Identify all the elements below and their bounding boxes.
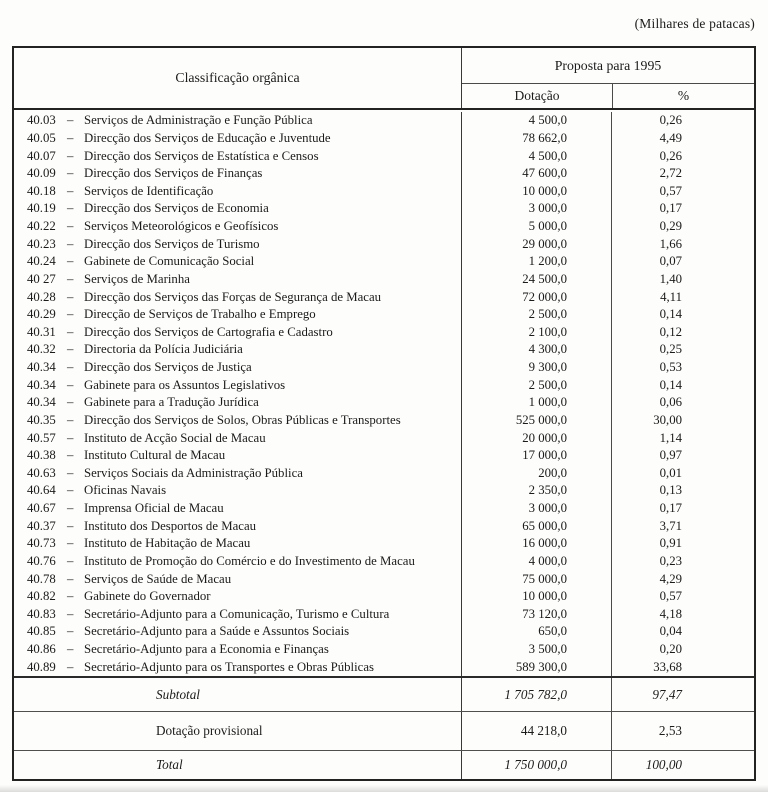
row-dash: – [67,166,74,181]
row-dash: – [67,219,74,234]
row-name: Imprensa Oficial de Macau [84,501,224,516]
row-percent: 1,14 [611,429,754,447]
table-row [14,517,754,535]
row-code: 40.38 [27,448,56,463]
table-header [14,48,754,110]
table-row [14,429,754,447]
header-dotacao: Dotação [514,88,560,103]
row-name: Direcção dos Serviços das Forças de Segurança de Macau [84,289,382,304]
row-code: 40.28 [27,289,56,304]
row-name: Serviços Sociais da Administração Pública [84,465,303,480]
summary-label: Dotação provisional [156,723,263,738]
row-percent: 4,11 [611,288,754,306]
row-dotacao: 65 000,0 [461,517,611,535]
row-code: 40.24 [27,254,56,269]
row-percent: 0,14 [611,306,754,324]
row-dotacao: 47 600,0 [461,165,611,183]
summary-row [14,750,754,779]
row-dotacao: 4 500,0 [461,147,611,165]
row-dash: – [67,501,74,516]
row-code: 40.07 [27,148,56,163]
row-percent: 0,57 [611,183,754,201]
header-percent: % [612,84,754,108]
header-classificacao-organica: Classificação orgânica [175,70,300,85]
row-code: 40 27 [27,271,56,286]
row-name: Direcção dos Serviços de Economia [84,201,269,216]
table-row [14,606,754,624]
summary-label: Subtotal [156,686,200,702]
row-percent: 0,17 [611,200,754,218]
row-code: 40.23 [27,236,56,251]
unit-note: (Milhares de patacas) [634,16,755,31]
row-percent: 1,40 [611,271,754,289]
row-percent: 0,07 [611,253,754,271]
row-name: Gabinete do Governador [84,589,211,604]
row-name: Serviços de Saúde de Macau [84,571,232,586]
row-dash: – [67,148,74,163]
row-dotacao: 2 500,0 [461,306,611,324]
row-code: 40.57 [27,430,56,445]
row-percent: 0,97 [611,447,754,465]
row-dotacao: 73 120,0 [461,606,611,624]
row-percent: 4,29 [611,570,754,588]
row-name: Gabinete para a Tradução Jurídica [84,395,259,410]
row-dash: – [67,659,74,674]
row-dash: – [67,130,74,145]
row-name: Instituto Cultural de Macau [84,448,226,463]
row-dotacao: 4 000,0 [461,553,611,571]
table-row [14,341,754,359]
row-dotacao: 650,0 [461,623,611,641]
row-dash: – [67,113,74,128]
row-percent: 0,25 [611,341,754,359]
row-name: Serviços de Administração e Função Pública [84,113,313,128]
table-row [14,412,754,430]
row-code: 40.09 [27,166,56,181]
row-percent: 0,20 [611,641,754,659]
row-name: Direcção dos Serviços de Estatística e Censos [84,148,319,163]
row-code: 40.76 [27,553,56,568]
row-percent: 0,91 [611,535,754,553]
table-row [14,235,754,253]
row-code: 40.34 [27,395,56,410]
row-code: 40.19 [27,201,56,216]
row-percent: 4,18 [611,606,754,624]
row-dash: – [67,430,74,445]
row-code: 40.63 [27,465,56,480]
summary-percent: 97,47 [611,678,754,711]
row-percent: 0,06 [611,394,754,412]
row-dash: – [67,360,74,375]
row-dotacao: 2 100,0 [461,324,611,342]
row-percent: 3,71 [611,517,754,535]
row-percent: 1,66 [611,235,754,253]
row-dotacao: 75 000,0 [461,570,611,588]
row-dash: – [67,571,74,586]
row-dash: – [67,307,74,322]
row-dotacao: 10 000,0 [461,588,611,606]
row-name: Direcção dos Serviços de Cartografia e Cadastro [84,324,333,339]
row-dotacao: 5 000,0 [461,218,611,236]
row-dotacao: 16 000,0 [461,535,611,553]
row-dotacao: 589 300,0 [461,658,611,676]
row-percent: 30,00 [611,412,754,430]
row-dotacao: 17 000,0 [461,447,611,465]
row-percent: 0,04 [611,623,754,641]
row-name: Secretário-Adjunto para a Comunicação, Turismo e Cultura [84,606,390,621]
row-name: Instituto de Acção Social de Macau [84,430,266,445]
row-percent: 0,01 [611,465,754,483]
row-dotacao: 24 500,0 [461,271,611,289]
table-row [14,658,754,676]
row-name: Instituto de Habitação de Macau [84,536,251,551]
row-dash: – [67,465,74,480]
row-dotacao: 78 662,0 [461,130,611,148]
row-code: 40.03 [27,113,56,128]
table-row [14,165,754,183]
table-row [14,500,754,518]
table-row [14,183,754,201]
row-dotacao: 1 200,0 [461,253,611,271]
row-percent: 0,13 [611,482,754,500]
table-body [14,110,754,676]
table-row [14,130,754,148]
row-name: Instituto dos Desportos de Macau [84,518,257,533]
table-row [14,253,754,271]
row-dash: – [67,536,74,551]
row-code: 40.83 [27,606,56,621]
row-dotacao: 525 000,0 [461,412,611,430]
row-code: 40.34 [27,360,56,375]
row-percent: 0,26 [611,147,754,165]
row-percent: 0,14 [611,376,754,394]
table-row [14,324,754,342]
row-code: 40.89 [27,659,56,674]
table-row [14,465,754,483]
row-dotacao: 4 300,0 [461,341,611,359]
row-name: Directoria da Polícia Judiciária [84,342,243,357]
row-percent: 0,57 [611,588,754,606]
row-code: 40.18 [27,183,56,198]
row-dotacao: 3 000,0 [461,200,611,218]
table-row [14,271,754,289]
header-proposta-group [461,48,754,108]
table-row [14,306,754,324]
row-percent: 33,68 [611,658,754,676]
table-row [14,570,754,588]
summary-dotacao: 1 750 000,0 [461,751,611,779]
row-code: 40.85 [27,624,56,639]
row-code: 40.64 [27,483,56,498]
row-dotacao: 10 000,0 [461,183,611,201]
row-dash: – [67,201,74,216]
row-dash: – [67,377,74,392]
summary-label: Total [156,757,183,772]
row-name: Gabinete para os Assuntos Legislativos [84,377,286,392]
row-dash: – [67,642,74,657]
row-code: 40.82 [27,589,56,604]
row-code: 40.78 [27,571,56,586]
row-dotacao: 2 350,0 [461,482,611,500]
header-subrow [462,84,754,108]
row-code: 40.05 [27,130,56,145]
table-row [14,553,754,571]
row-dotacao: 1 000,0 [461,394,611,412]
row-dotacao: 2 500,0 [461,376,611,394]
row-dash: – [67,289,74,304]
table-row [14,394,754,412]
row-code: 40.31 [27,324,56,339]
row-dash: – [67,624,74,639]
row-dotacao: 72 000,0 [461,288,611,306]
row-code: 40.32 [27,342,56,357]
row-code: 40.22 [27,219,56,234]
summary-dotacao: 44 218,0 [461,712,611,750]
row-code: 40.35 [27,412,56,427]
row-dotacao: 3 000,0 [461,500,611,518]
row-dotacao: 9 300,0 [461,359,611,377]
row-name: Instituto de Promoção do Comércio e do Investimento de Macau [84,553,415,568]
row-dash: – [67,553,74,568]
table-row [14,147,754,165]
row-percent: 0,26 [611,112,754,130]
header-proposta-para-1995: Proposta para 1995 [462,48,754,84]
row-dash: – [67,236,74,251]
row-name: Secretário-Adjunto para a Saúde e Assuntos Sociais [84,624,350,639]
row-dash: – [67,606,74,621]
table-row [14,482,754,500]
table-row [14,112,754,130]
row-dash: – [67,395,74,410]
row-name: Direcção dos Serviços de Justiça [84,360,252,375]
scan-artifact [0,785,768,792]
row-name: Direcção dos Serviços de Solos, Obras Públicas e Transportes [84,412,401,427]
row-dash: – [67,589,74,604]
row-percent: 4,49 [611,130,754,148]
table-row [14,641,754,659]
budget-table [12,46,756,781]
row-dash: – [67,342,74,357]
row-name: Direcção de Serviços de Trabalho e Emprego [84,307,316,322]
row-percent: 0,29 [611,218,754,236]
row-name: Direcção dos Serviços de Turismo [84,236,260,251]
row-name: Gabinete de Comunicação Social [84,254,255,269]
row-name: Direcção dos Serviços de Educação e Juventude [84,130,331,145]
row-name: Serviços Meteorológicos e Geofísicos [84,219,279,234]
table-row [14,288,754,306]
row-percent: 0,12 [611,324,754,342]
row-dotacao: 29 000,0 [461,235,611,253]
row-code: 40.73 [27,536,56,551]
row-name: Serviços de Marinha [84,271,190,286]
row-code: 40.86 [27,642,56,657]
row-name: Secretário-Adjunto para a Economia e Finanças [84,642,329,657]
row-name: Serviços de Identificação [84,183,214,198]
table-row [14,359,754,377]
row-dash: – [67,324,74,339]
summary-dotacao: 1 705 782,0 [461,678,611,711]
table-row [14,200,754,218]
row-name: Oficinas Navais [84,483,167,498]
row-code: 40.37 [27,518,56,533]
row-code: 40.29 [27,307,56,322]
row-percent: 0,53 [611,359,754,377]
row-dash: – [67,412,74,427]
row-dash: – [67,448,74,463]
row-percent: 0,17 [611,500,754,518]
row-dash: – [67,518,74,533]
row-dash: – [67,183,74,198]
table-row [14,623,754,641]
row-dash: – [67,483,74,498]
table-row [14,535,754,553]
table-row [14,376,754,394]
table-row [14,588,754,606]
summary-percent: 100,00 [611,751,754,779]
row-dotacao: 4 500,0 [461,112,611,130]
summary-row [14,676,754,711]
row-name: Direcção dos Serviços de Finanças [84,166,263,181]
row-dotacao: 200,0 [461,465,611,483]
row-dash: – [67,271,74,286]
table-row [14,447,754,465]
row-dotacao: 20 000,0 [461,429,611,447]
row-percent: 0,23 [611,553,754,571]
row-dash: – [67,254,74,269]
row-name: Secretário-Adjunto para os Transportes e Obras Públicas [84,659,375,674]
row-code: 40.34 [27,377,56,392]
summary-percent: 2,53 [611,712,754,750]
row-percent: 2,72 [611,165,754,183]
row-dotacao: 3 500,0 [461,641,611,659]
row-code: 40.67 [27,501,56,516]
table-summary [14,676,754,779]
table-row [14,218,754,236]
summary-row [14,711,754,750]
